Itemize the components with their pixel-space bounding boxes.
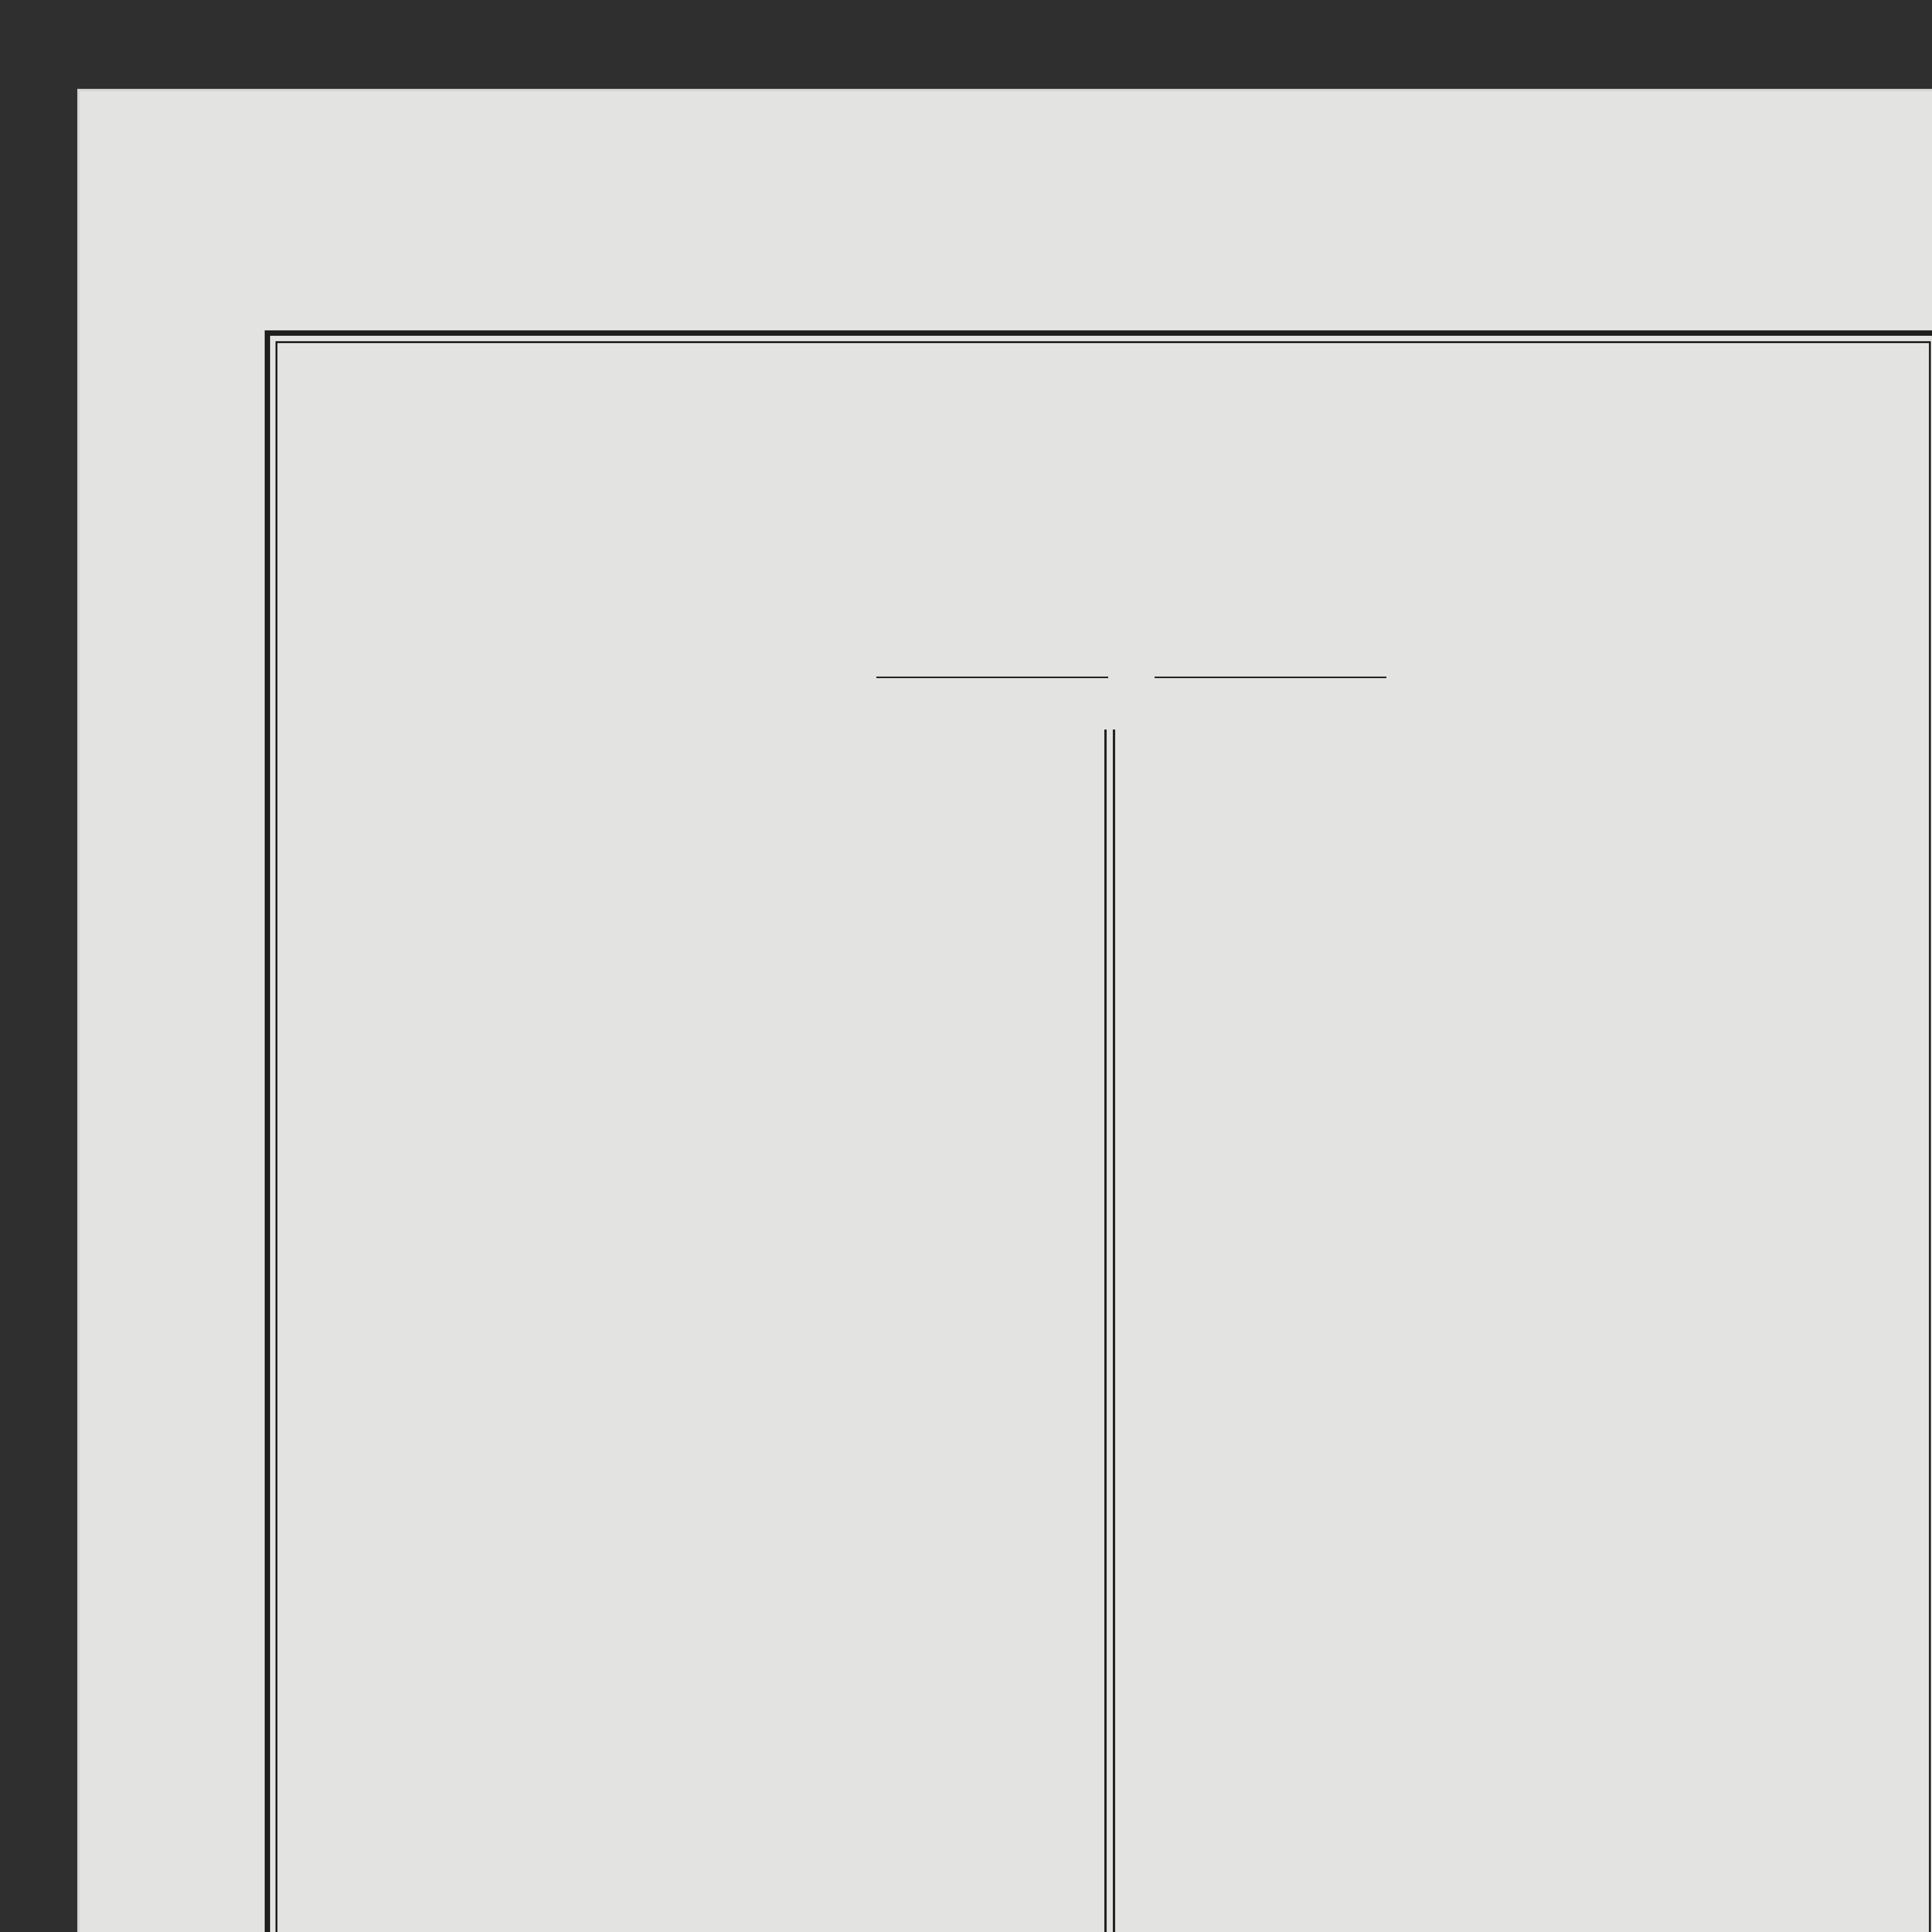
column-header [1133,724,1906,746]
member-list-right [1133,724,1906,746]
bordered-announcement [265,330,1932,1932]
ornament-line-left [876,677,1108,678]
inner-border [276,341,1931,1932]
divider-line [1104,730,1107,1932]
page-header [224,205,1812,232]
column-header [304,724,1077,746]
member-list-left [304,724,1077,746]
ornament-line-right [1155,677,1386,678]
newspaper-page [77,89,1932,1932]
divider-line [1113,730,1115,1932]
ornament-rule [876,670,1386,685]
column-divider [1104,730,1116,1932]
